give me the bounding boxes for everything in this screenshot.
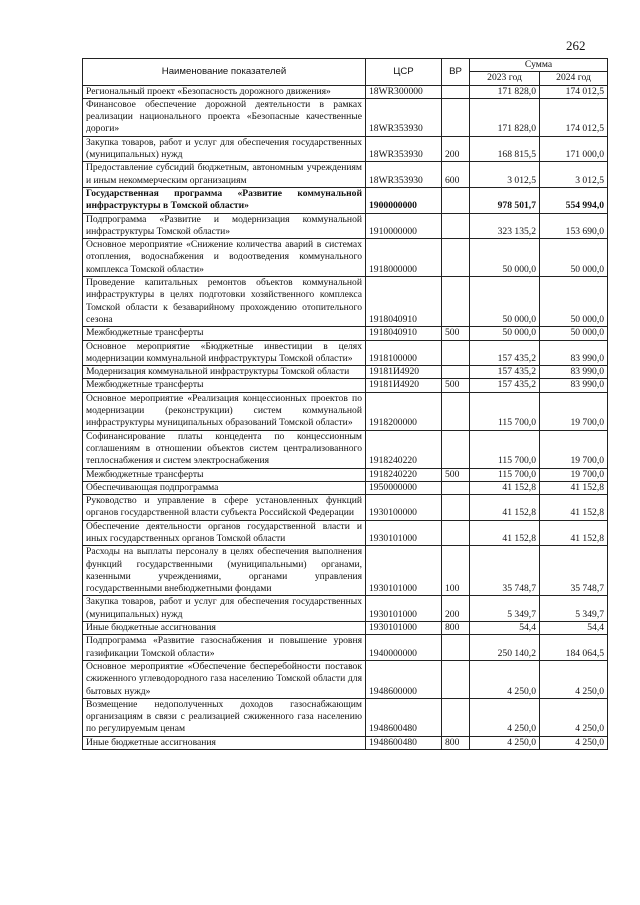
- row-sum-2024: 50 000,0: [540, 239, 608, 277]
- row-vr: [442, 660, 470, 698]
- row-csr: 1910000000: [366, 213, 442, 239]
- row-sum-2024: 4 250,0: [540, 736, 608, 749]
- row-sum-2023: 157 435,2: [470, 366, 540, 379]
- row-sum-2023: 41 152,8: [470, 495, 540, 521]
- row-sum-2024: 19 700,0: [540, 392, 608, 430]
- row-sum-2024: 41 152,8: [540, 495, 608, 521]
- header-year-2023: 2023 год: [470, 72, 540, 85]
- table-row: [83, 660, 608, 698]
- row-csr: 18WR353930: [366, 162, 442, 188]
- row-sum-2023: 115 700,0: [470, 468, 540, 481]
- row-vr: [442, 187, 470, 213]
- row-sum-2023: 115 700,0: [470, 392, 540, 430]
- row-sum-2024: 19 700,0: [540, 468, 608, 481]
- row-csr: 1930101000: [366, 596, 442, 622]
- table-row: [83, 379, 608, 392]
- table-row: [83, 340, 608, 366]
- row-sum-2024: 50 000,0: [540, 327, 608, 340]
- table-row: [83, 366, 608, 379]
- row-name: Расходы на выплаты персоналу в целях обеспечения выполнения функций государственными (муниципальными) органами, казенными учреждениями, органами управления государственными внебюджетными фондами: [83, 546, 366, 596]
- row-sum-2023: 54,4: [470, 622, 540, 635]
- table-body: [83, 85, 608, 749]
- row-csr: 1930101000: [366, 546, 442, 596]
- table-row: [83, 596, 608, 622]
- table-row: [83, 187, 608, 213]
- row-vr: [442, 213, 470, 239]
- row-name: Региональный проект «Безопасность дорожного движения»: [83, 85, 366, 98]
- row-name: Обеспечивающая подпрограмма: [83, 481, 366, 494]
- table-row: [83, 495, 608, 521]
- table-row: [83, 327, 608, 340]
- row-name: Закупка товаров, работ и услуг для обеспечения государственных (муниципальных) нужд: [83, 136, 366, 162]
- row-vr: [442, 85, 470, 98]
- row-vr: 200: [442, 596, 470, 622]
- row-sum-2024: 83 990,0: [540, 379, 608, 392]
- row-csr: 1930100000: [366, 495, 442, 521]
- row-vr: [442, 430, 470, 468]
- row-csr: 1918240220: [366, 468, 442, 481]
- row-sum-2023: 4 250,0: [470, 660, 540, 698]
- table-row: [83, 481, 608, 494]
- table-row: [83, 430, 608, 468]
- row-sum-2024: 41 152,8: [540, 481, 608, 494]
- table-row: [83, 546, 608, 596]
- row-vr: [442, 239, 470, 277]
- table-row: [83, 622, 608, 635]
- row-vr: 500: [442, 379, 470, 392]
- row-sum-2024: 83 990,0: [540, 366, 608, 379]
- table-row: [83, 698, 608, 736]
- row-vr: 800: [442, 622, 470, 635]
- row-sum-2023: 171 828,0: [470, 98, 540, 136]
- row-sum-2024: 171 000,0: [540, 136, 608, 162]
- row-name: Иные бюджетные ассигнования: [83, 622, 366, 635]
- row-sum-2023: 168 815,5: [470, 136, 540, 162]
- row-name: Межбюджетные трансферты: [83, 468, 366, 481]
- row-csr: 1948600000: [366, 660, 442, 698]
- row-name: Подпрограмма «Развитие газоснабжения и повышение уровня газификации Томской области»: [83, 635, 366, 661]
- table-row: [83, 239, 608, 277]
- row-sum-2024: 54,4: [540, 622, 608, 635]
- table-row: [83, 277, 608, 327]
- row-sum-2024: 83 990,0: [540, 340, 608, 366]
- row-sum-2023: 157 435,2: [470, 379, 540, 392]
- row-sum-2023: 50 000,0: [470, 239, 540, 277]
- table-row: [83, 736, 608, 749]
- row-sum-2023: 323 135,2: [470, 213, 540, 239]
- row-sum-2024: 19 700,0: [540, 430, 608, 468]
- row-sum-2023: 35 748,7: [470, 546, 540, 596]
- table-row: [83, 392, 608, 430]
- row-csr: 1900000000: [366, 187, 442, 213]
- table-row: [83, 85, 608, 98]
- row-vr: [442, 495, 470, 521]
- row-sum-2023: 3 012,5: [470, 162, 540, 188]
- row-name: Основное мероприятие «Снижение количества аварий в системах отопления, водоснабжения и водоотведения коммунального комплекса Томской области»: [83, 239, 366, 277]
- row-name: Межбюджетные трансферты: [83, 327, 366, 340]
- row-name: Руководство и управление в сфере установленных функций органов государственной власти субъекта Российской Федерации: [83, 495, 366, 521]
- budget-table: [82, 58, 608, 750]
- row-csr: 1948600480: [366, 736, 442, 749]
- row-vr: [442, 481, 470, 494]
- row-name: Подпрограмма «Развитие и модернизация коммунальной инфраструктуры Томской области»: [83, 213, 366, 239]
- row-name: Основное мероприятие «Бюджетные инвестиции в целях модернизации коммунальной инфраструктуры Томской области»: [83, 340, 366, 366]
- row-sum-2024: 35 748,7: [540, 546, 608, 596]
- row-sum-2023: 5 349,7: [470, 596, 540, 622]
- row-csr: 1950000000: [366, 481, 442, 494]
- row-name: Основное мероприятие «Реализация концессионных проектов по модернизации (реконструкции) систем коммунальной инфраструктуры муниципальных образований Томской области»: [83, 392, 366, 430]
- table-row: [83, 520, 608, 546]
- header-year-2024: 2024 год: [540, 72, 608, 85]
- row-csr: 1918200000: [366, 392, 442, 430]
- row-vr: [442, 520, 470, 546]
- table-row: [83, 213, 608, 239]
- row-csr: 1930101000: [366, 622, 442, 635]
- row-sum-2023: 250 140,2: [470, 635, 540, 661]
- row-name: Иные бюджетные ассигнования: [83, 736, 366, 749]
- row-csr: 18WR353930: [366, 136, 442, 162]
- row-sum-2023: 978 501,7: [470, 187, 540, 213]
- row-csr: 1930101000: [366, 520, 442, 546]
- row-csr: 18WR300000: [366, 85, 442, 98]
- row-vr: 500: [442, 327, 470, 340]
- row-csr: 1948600480: [366, 698, 442, 736]
- table-row: [83, 635, 608, 661]
- table-row: [83, 468, 608, 481]
- row-sum-2024: 174 012,5: [540, 85, 608, 98]
- row-sum-2024: 184 064,5: [540, 635, 608, 661]
- row-sum-2024: 41 152,8: [540, 520, 608, 546]
- row-csr: 1918040910: [366, 277, 442, 327]
- row-vr: [442, 340, 470, 366]
- row-sum-2023: 41 152,8: [470, 481, 540, 494]
- row-sum-2023: 50 000,0: [470, 327, 540, 340]
- row-sum-2024: 3 012,5: [540, 162, 608, 188]
- row-vr: 600: [442, 162, 470, 188]
- row-sum-2023: 115 700,0: [470, 430, 540, 468]
- row-name: Софинансирование платы концедента по концессионным соглашениям в отношении объектов систем централизованного теплоснабжения и систем электроснабжения: [83, 430, 366, 468]
- table-row: [83, 98, 608, 136]
- row-sum-2023: 41 152,8: [470, 520, 540, 546]
- row-vr: [442, 392, 470, 430]
- header-sum: Сумма: [470, 59, 608, 72]
- row-vr: [442, 366, 470, 379]
- row-sum-2023: 157 435,2: [470, 340, 540, 366]
- row-csr: 18WR353930: [366, 98, 442, 136]
- row-name: Обеспечение деятельности органов государственной власти и иных государственных органов Томской области: [83, 520, 366, 546]
- row-sum-2023: 4 250,0: [470, 698, 540, 736]
- row-name: Модернизация коммунальной инфраструктуры Томской области: [83, 366, 366, 379]
- row-sum-2024: 4 250,0: [540, 660, 608, 698]
- row-vr: [442, 635, 470, 661]
- header-name: Наименование показателей: [83, 59, 366, 86]
- row-vr: 800: [442, 736, 470, 749]
- row-csr: 1940000000: [366, 635, 442, 661]
- row-sum-2024: 4 250,0: [540, 698, 608, 736]
- row-csr: 1918240220: [366, 430, 442, 468]
- page-number: 262: [566, 38, 586, 53]
- row-vr: 500: [442, 468, 470, 481]
- row-sum-2024: 554 994,0: [540, 187, 608, 213]
- row-sum-2023: 50 000,0: [470, 277, 540, 327]
- row-sum-2024: 50 000,0: [540, 277, 608, 327]
- row-vr: 200: [442, 136, 470, 162]
- header-row: [83, 59, 608, 72]
- row-vr: [442, 277, 470, 327]
- row-name: Предоставление субсидий бюджетным, автономным учреждениям и иным некоммерческим организациям: [83, 162, 366, 188]
- header-csr: ЦСР: [366, 59, 442, 86]
- header-vr: ВР: [442, 59, 470, 86]
- row-name: Финансовое обеспечение дорожной деятельности в рамках реализации национального проекта «Безопасные качественные дороги»: [83, 98, 366, 136]
- row-sum-2023: 4 250,0: [470, 736, 540, 749]
- table-row: [83, 136, 608, 162]
- row-name: Межбюджетные трансферты: [83, 379, 366, 392]
- row-name: Закупка товаров, работ и услуг для обеспечения государственных (муниципальных) нужд: [83, 596, 366, 622]
- row-csr: 1918000000: [366, 239, 442, 277]
- row-sum-2024: 5 349,7: [540, 596, 608, 622]
- table-row: [83, 162, 608, 188]
- row-sum-2024: 174 012,5: [540, 98, 608, 136]
- row-vr: 100: [442, 546, 470, 596]
- row-vr: [442, 98, 470, 136]
- row-name: Возмещение недополученных доходов газоснабжающим организациям в связи с реализацией сжиженного газа населению по регулируемым ценам: [83, 698, 366, 736]
- row-name: Государственная программа «Развитие коммунальной инфраструктуры в Томской области»: [83, 187, 366, 213]
- row-name: Проведение капитальных ремонтов объектов коммунальной инфраструктуры в целях подготовки хозяйственного комплекса Томской области к безаварийному прохождению отопительного сезона: [83, 277, 366, 327]
- row-csr: 19181И4920: [366, 379, 442, 392]
- row-csr: 19181И4920: [366, 366, 442, 379]
- row-vr: [442, 698, 470, 736]
- row-sum-2023: 171 828,0: [470, 85, 540, 98]
- row-csr: 1918100000: [366, 340, 442, 366]
- row-sum-2024: 153 690,0: [540, 213, 608, 239]
- row-csr: 1918040910: [366, 327, 442, 340]
- row-name: Основное мероприятие «Обеспечение бесперебойности поставок сжиженного углеводородного газа населению Томской области для бытовых нужд»: [83, 660, 366, 698]
